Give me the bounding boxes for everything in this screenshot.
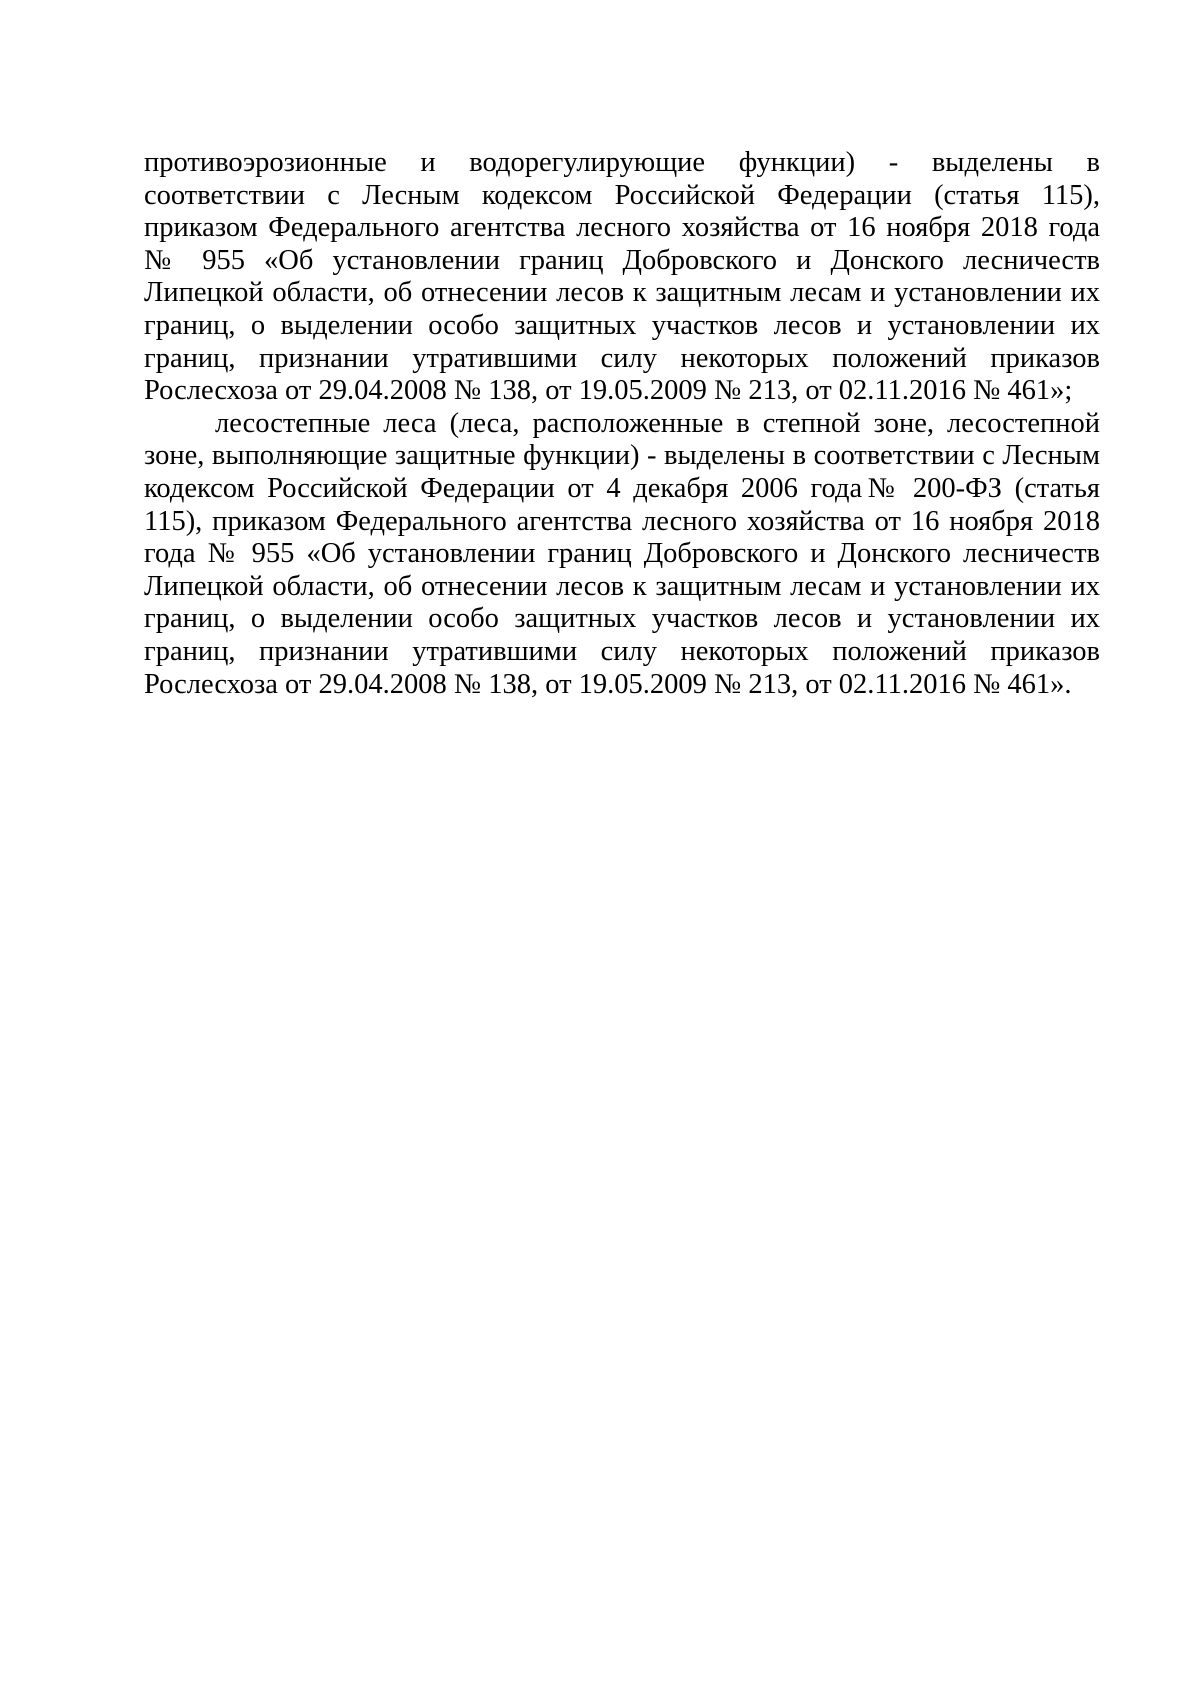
document-body	[144, 147, 1100, 701]
paragraph-forest-steppe-forests: лесостепные леса (леса, расположенные в степной зоне, лесостепной зоне, выполняющие защитные функции) - выделены в соответствии с Лесным кодексом Российской Федерации от 4 декабря 2006 года№ 200-ФЗ (статья 115), приказом Федерального агентства лесного хозяйства от 16 ноября 2018 года № 955 «Об установлении границ Добровского и Донского лесничеств Липецкой области, об отнесении лесов к защитным лесам и установлении их границ, о выделении особо защитных участков лесов и установлении их границ, признании утратившими силу некоторых положений приказов Рослесхоза от 29.04.2008 № 138, от 19.05.2009 № 213, от 02.11.2016 № 461».	[144, 407, 1100, 700]
paragraph-protective-functions: противоэрозионные и водорегулирующие функции) - выделены в соответствии с Лесным кодексом Российской Федерации (статья 115), приказом Федерального агентства лесного хозяйства от 16 ноября 2018 года № 955 «Об установлении границ Добровского и Донского лесничеств Липецкой области, об отнесении лесов к защитным лесам и установлении их границ, о выделении особо защитных участков лесов и установлении их границ, признании утратившими силу некоторых положений приказов Рослесхоза от 29.04.2008 № 138, от 19.05.2009 № 213, от 02.11.2016 № 461»;	[144, 147, 1100, 407]
